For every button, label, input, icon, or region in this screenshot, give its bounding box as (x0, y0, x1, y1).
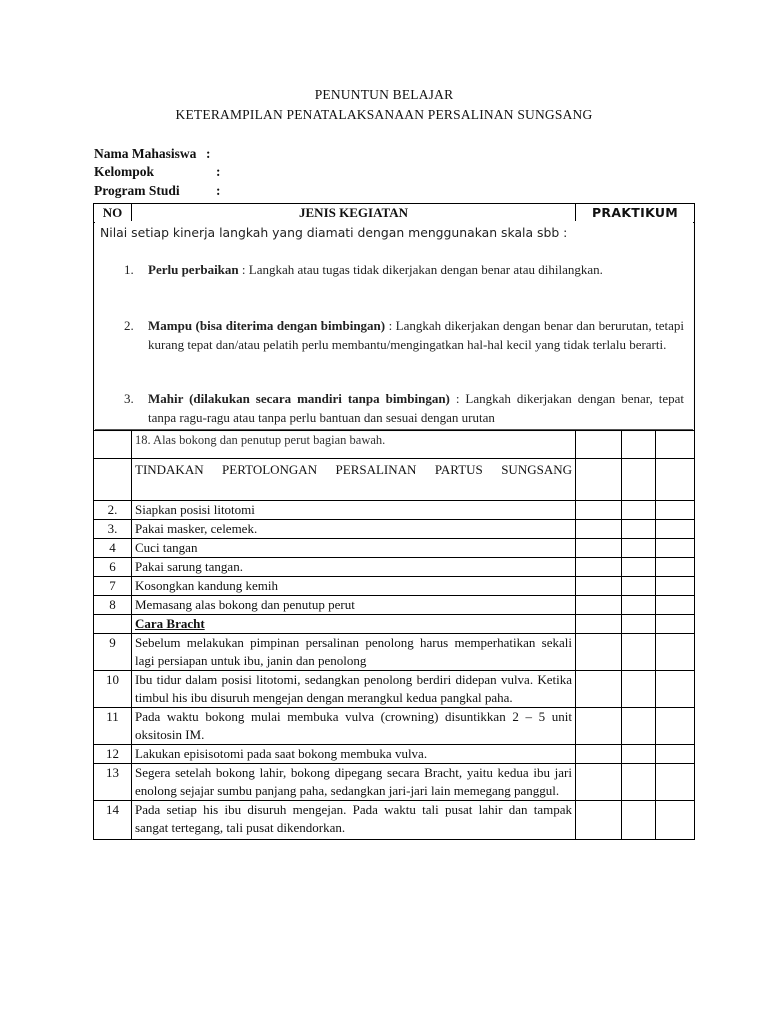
field-label: Kelompok (94, 164, 155, 179)
scale-item-number: 3. (124, 391, 134, 406)
scale-item-term: Mahir (dilakukan secara mandiri tanpa bimbingan) (148, 391, 450, 406)
scale-intro: Nilai setiap kinerja langkah yang diamati dengan menggunakan skala sbb : (100, 225, 568, 240)
scale-item-term: Perlu perbaikan (148, 262, 239, 277)
field-program-studi (94, 183, 221, 199)
table-row (94, 501, 695, 520)
document-subtitle: KETERAMPILAN PENATALAKSANAAN PERSALINAN SUNGSANG (175, 107, 593, 122)
table-row (94, 671, 695, 708)
table-row-cut (94, 431, 695, 459)
document-title: PENUNTUN BELAJAR (314, 87, 454, 102)
scale-item-description: : Langkah atau tugas tidak dikerjakan dengan benar atau dihilangkan. (241, 262, 603, 277)
field-colon: : (216, 164, 221, 179)
section-row (94, 459, 695, 501)
scale-item-perlu-perbaikan (124, 260, 684, 279)
table-row (94, 801, 695, 840)
scale-item-description: : Langkah dikerjakan dengan benar, tepat tanpa ragu-ragu atau tanpa perlu bantuan dan sesuai dengan urutan (148, 391, 685, 425)
field-label: Nama Mahasiswa (94, 146, 197, 161)
table-header-row (94, 204, 695, 223)
header-praktikum: PRAKTIKUM (576, 204, 695, 223)
row-text: Memasang alas bokong dan penutup perut (132, 596, 576, 615)
row-text: Siapkan posisi litotomi (132, 501, 576, 520)
row-number: 14 (94, 801, 132, 840)
scale-item-mahir (124, 389, 684, 427)
scale-item-number: 1. (124, 262, 134, 277)
row-text: Ibu tidur dalam posisi litotomi, sedangkan penolong berdiri didepan vulva. Ketika timbul his ibu disuruh mengejan dengan merangkul kedua pangkal paha. (132, 671, 576, 708)
table-row (94, 539, 695, 558)
table-row (94, 596, 695, 615)
field-kelompok (94, 164, 221, 180)
row-number: 13 (94, 764, 132, 801)
scale-item-description: : Langkah dikerjakan dengan benar dan berurutan, tetapi kurang tepat dan/atau pelatih perlu membantu/mengingatkan hal-hal kecil yang tidak terlalu berarti. (148, 318, 684, 352)
row-number: 6 (94, 558, 132, 577)
row-text: Pada waktu bokong mulai membuka vulva (crowning) disuntikkan 2 – 5 unit oksitosin IM. (132, 708, 576, 745)
table-row (94, 577, 695, 596)
row-text: Kosongkan kandung kemih (132, 577, 576, 596)
row-text: Cuci tangan (132, 539, 576, 558)
row-text: Pakai masker, celemek. (132, 520, 576, 539)
scale-description-popup (95, 221, 693, 430)
field-nama-mahasiswa (94, 146, 211, 162)
row-text: Pada setiap his ibu disuruh mengejan. Pada waktu tali pusat lahir dan tampak sangat tertegang, tali pusat dikendorkan. (132, 801, 576, 840)
scale-item-term: Mampu (bisa diterima dengan bimbingan) (148, 318, 386, 333)
field-colon: : (216, 183, 221, 198)
table-row (94, 764, 695, 801)
section-title: TINDAKAN PERTOLONGAN PERSALINAN PARTUS SUNGSANG (132, 459, 576, 501)
row-text: Lakukan episisotomi pada saat bokong membuka vulva. (132, 745, 576, 764)
table-row (94, 558, 695, 577)
header-no: NO (94, 204, 132, 223)
row-number: 11 (94, 708, 132, 745)
row-number: 4 (94, 539, 132, 558)
table-row (94, 634, 695, 671)
cut-row-text: 18. Alas bokong dan penutup perut bagian bawah. (132, 431, 576, 459)
row-text: Sebelum melakukan pimpinan persalinan penolong harus memperhatikan sekali lagi persiapan untuk ibu, janin dan penolong (132, 634, 576, 671)
row-number: 3. (94, 520, 132, 539)
row-number: 8 (94, 596, 132, 615)
row-number: 9 (94, 634, 132, 671)
field-colon: : (206, 146, 211, 161)
row-number: 2. (94, 501, 132, 520)
subsection-title: Cara Bracht (132, 615, 576, 634)
row-number: 7 (94, 577, 132, 596)
header-jenis-kegiatan: JENIS KEGIATAN (132, 204, 576, 223)
row-text: Pakai sarung tangan. (132, 558, 576, 577)
table-row (94, 745, 695, 764)
row-number: 12 (94, 745, 132, 764)
row-text: Segera setelah bokong lahir, bokong dipegang secara Bracht, yaitu kedua ibu jari enolong sejajar sumbu panjang paha, sedangkan jari-jari lain memegang panggul. (132, 764, 576, 801)
scale-item-number: 2. (124, 318, 134, 333)
field-label: Program Studi (94, 183, 180, 198)
table-row (94, 708, 695, 745)
scale-item-mampu (124, 316, 684, 354)
subsection-row (94, 615, 695, 634)
table-row (94, 520, 695, 539)
row-number: 10 (94, 671, 132, 708)
